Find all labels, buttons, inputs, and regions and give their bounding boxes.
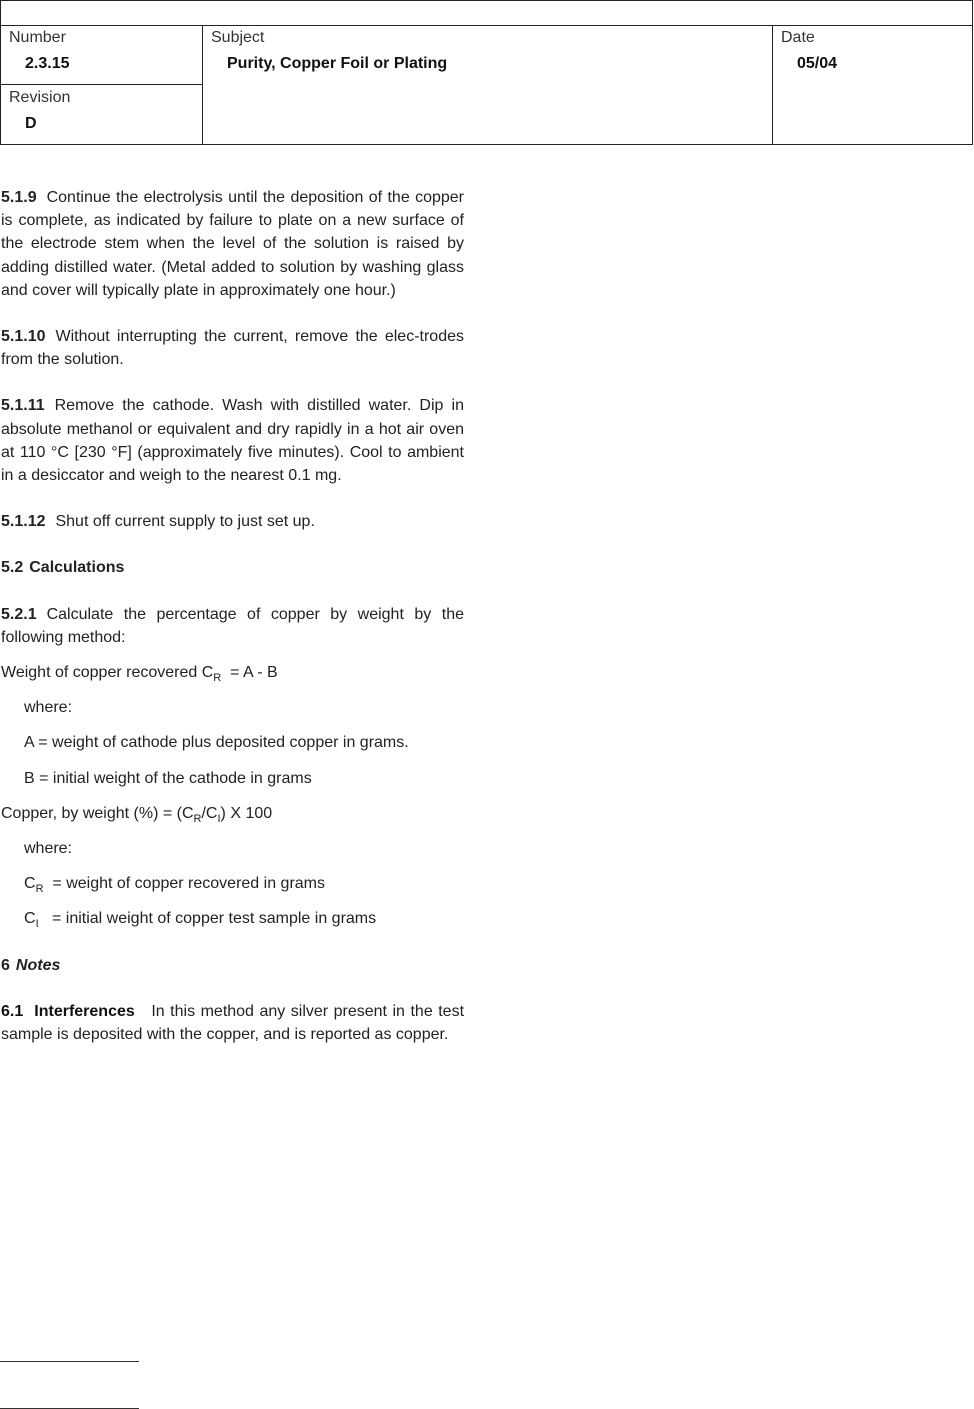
definition-symbol: C [24, 910, 36, 928]
section-number: 5.2 [1, 559, 24, 577]
date-label: Date [781, 29, 815, 46]
number-cell [1, 25, 203, 85]
section-6-1 [1, 1000, 464, 1046]
section-number: 5.2.1 [1, 605, 37, 623]
section-title: Notes [15, 956, 61, 974]
section-text: Without interrupting the current, remove the elec-trodes from the solution. [1, 328, 464, 369]
section-number: 5.1.12 [1, 513, 46, 531]
section-title: Interferences [34, 1002, 135, 1020]
section-5-1-11 [1, 394, 464, 487]
section-5-2-1 [1, 603, 464, 649]
where-label: where: [24, 699, 73, 717]
section-5-1-12 [1, 510, 464, 533]
equation-part: ) X 100 [220, 804, 273, 822]
section-number: 6 [1, 956, 10, 974]
section-5-1-9 [1, 186, 464, 302]
number-value: 2.3.15 [25, 55, 70, 72]
revision-label: Revision [9, 89, 71, 106]
section-title: Calculations [29, 559, 125, 577]
section-text: Remove the cathode. Wash with distilled water. Dip in absolute methanol or equivalent and dry rapidly in a hot air oven at 110 °C [230 °F] (approximately five minutes). Cool to ambient in a desiccator and weigh to the nearest 0.1 mg. [1, 397, 464, 485]
main-content [1, 186, 464, 1069]
footnote-rule [0, 1361, 139, 1362]
document-header [0, 0, 973, 145]
subject-cell [203, 25, 773, 145]
section-text: Continue the electrolysis until the deposition of the copper is complete, as indicated by failure to plate on a new surface of the electrode stem when the level of the solution is raised by adding distilled water. (Metal added to solution by washing glass and cover will typically plate in approximately one hour.) [1, 189, 464, 299]
equation-rhs: = A - B [230, 664, 278, 682]
subject-value: Purity, Copper Foil or Plating [227, 55, 448, 72]
section-5-1-10 [1, 325, 464, 371]
section-number: 5.1.10 [1, 328, 46, 346]
definition-b: B = initial weight of the cathode in grams [24, 769, 312, 787]
number-label: Number [9, 29, 66, 46]
section-5-2-heading [1, 556, 464, 579]
section-text: Shut off current supply to just set up. [55, 513, 315, 531]
section-number: 5.1.9 [1, 189, 37, 206]
equation-subscript: R [193, 812, 202, 825]
equation-lhs: Weight of copper recovered C [1, 664, 214, 682]
definition-symbol: C [24, 875, 36, 893]
date-value: 05/04 [797, 55, 838, 72]
equation-subscript: I [217, 812, 221, 825]
equation-weight-recovered [1, 661, 464, 684]
equation-subscript: R [213, 672, 222, 685]
revision-cell [1, 85, 203, 145]
where-label: where: [24, 840, 73, 858]
section-6-heading [1, 954, 464, 977]
date-cell [773, 25, 973, 145]
definition-subscript: R [35, 883, 44, 896]
equation-part: /C [201, 804, 218, 822]
definition-cr [1, 872, 464, 895]
equation-part: Copper, by weight (%) = (C [1, 804, 194, 822]
section-number: 5.1.11 [1, 397, 45, 415]
section-text: In this method any silver present in the test sample is deposited with the copper, and is reported as copper. [1, 1002, 465, 1044]
definition-ci [1, 907, 464, 930]
equation-copper-percent [1, 802, 464, 825]
subject-label: Subject [211, 29, 265, 46]
section-text: Calculate the percentage of copper by weight by the following method: [1, 605, 464, 646]
section-number: 6.1 [1, 1002, 24, 1020]
definition-text: = weight of copper recovered in grams [52, 875, 325, 893]
definition-subscript: I [35, 918, 39, 931]
header-top-bar [1, 1, 972, 26]
definition-text: = initial weight of copper test sample in grams [51, 910, 377, 928]
definition-a: A = weight of cathode plus deposited copper in grams. [24, 734, 409, 752]
revision-value: D [25, 115, 37, 132]
